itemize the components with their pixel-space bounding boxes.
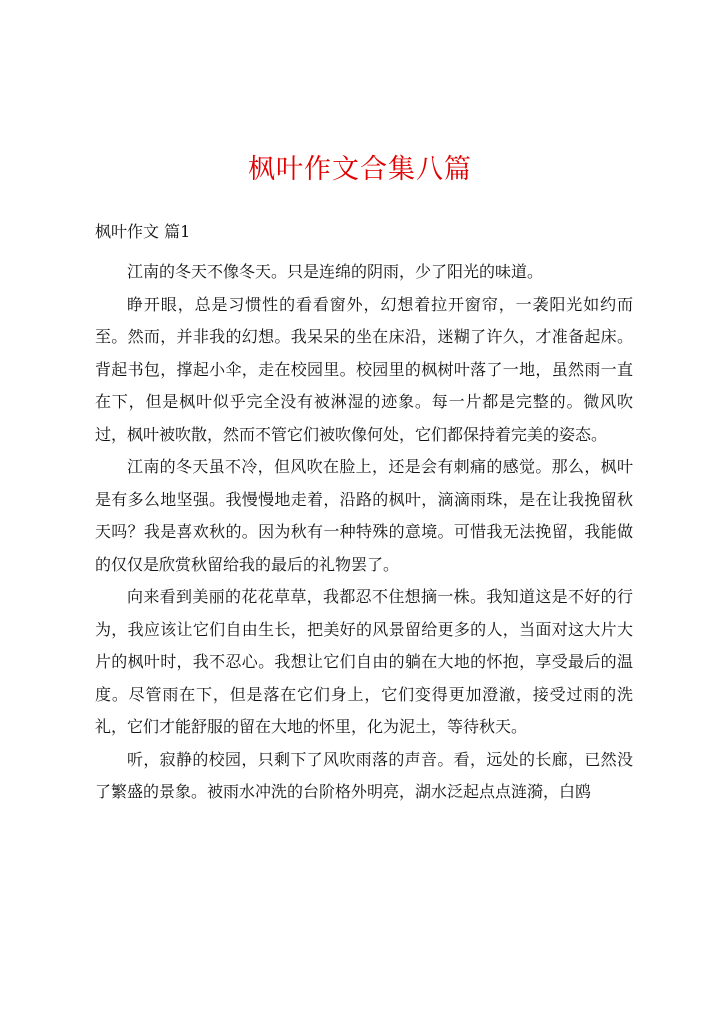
document-title: 枫叶作文合集八篇 bbox=[248, 154, 472, 185]
paragraph-5: 听，寂静的校园，只剩下了风吹雨落的声音。看，远处的长廊，已然没了繁盛的景象。被雨水冲洗的台阶格外明亮，湖水泛起点点涟漪，白鸥 bbox=[95, 749, 633, 801]
paragraph-4: 向来看到美丽的花花草草，我都忍不住想摘一株。我知道这是不好的行为，我应该让它们自由生长，把美好的风景留给更多的人，当面对这大片大片的枫叶时，我不忍心。我想让它们自由的躺在大地的怀抱，享受最后的温度。尽管雨在下，但是落在它们身上，它们变得更加澄澈，接受过雨的洗礼，它们才能舒服的留在大地的怀里，化为泥土，等待秋天。 bbox=[95, 587, 633, 736]
paragraph-3: 江南的冬天虽不冷，但风吹在脸上，还是会有刺痛的感觉。那么，枫叶是有多么地坚强。我慢慢地走着，沿路的枫叶，滴滴雨珠，是在让我挽留秋天吗？我是喜欢秋的。因为秋有一种特殊的意境。可惜我无法挽留，我能做的仅仅是欣赏秋留给我的最后的礼物罢了。 bbox=[95, 457, 633, 574]
paragraph-2: 睁开眼，总是习惯性的看看窗外，幻想着拉开窗帘，一袭阳光如约而至。然而，并非我的幻想。我呆呆的坐在床沿，迷糊了许久，才准备起床。背起书包，撑起小伞，走在校园里。校园里的枫树叶落了一地，虽然雨一直在下，但是枫叶似乎完全没有被淋湿的迹象。每一片都是完整的。微风吹过，枫叶被吹散，然而不管它们被吹像何处，它们都保持着完美的姿态。 bbox=[95, 294, 633, 444]
section-heading: 枫叶作文 篇1 bbox=[95, 222, 191, 241]
paragraph-1: 江南的冬天不像冬天。只是连绵的阴雨，少了阳光的味道。 bbox=[127, 262, 544, 281]
document-body bbox=[95, 256, 633, 809]
